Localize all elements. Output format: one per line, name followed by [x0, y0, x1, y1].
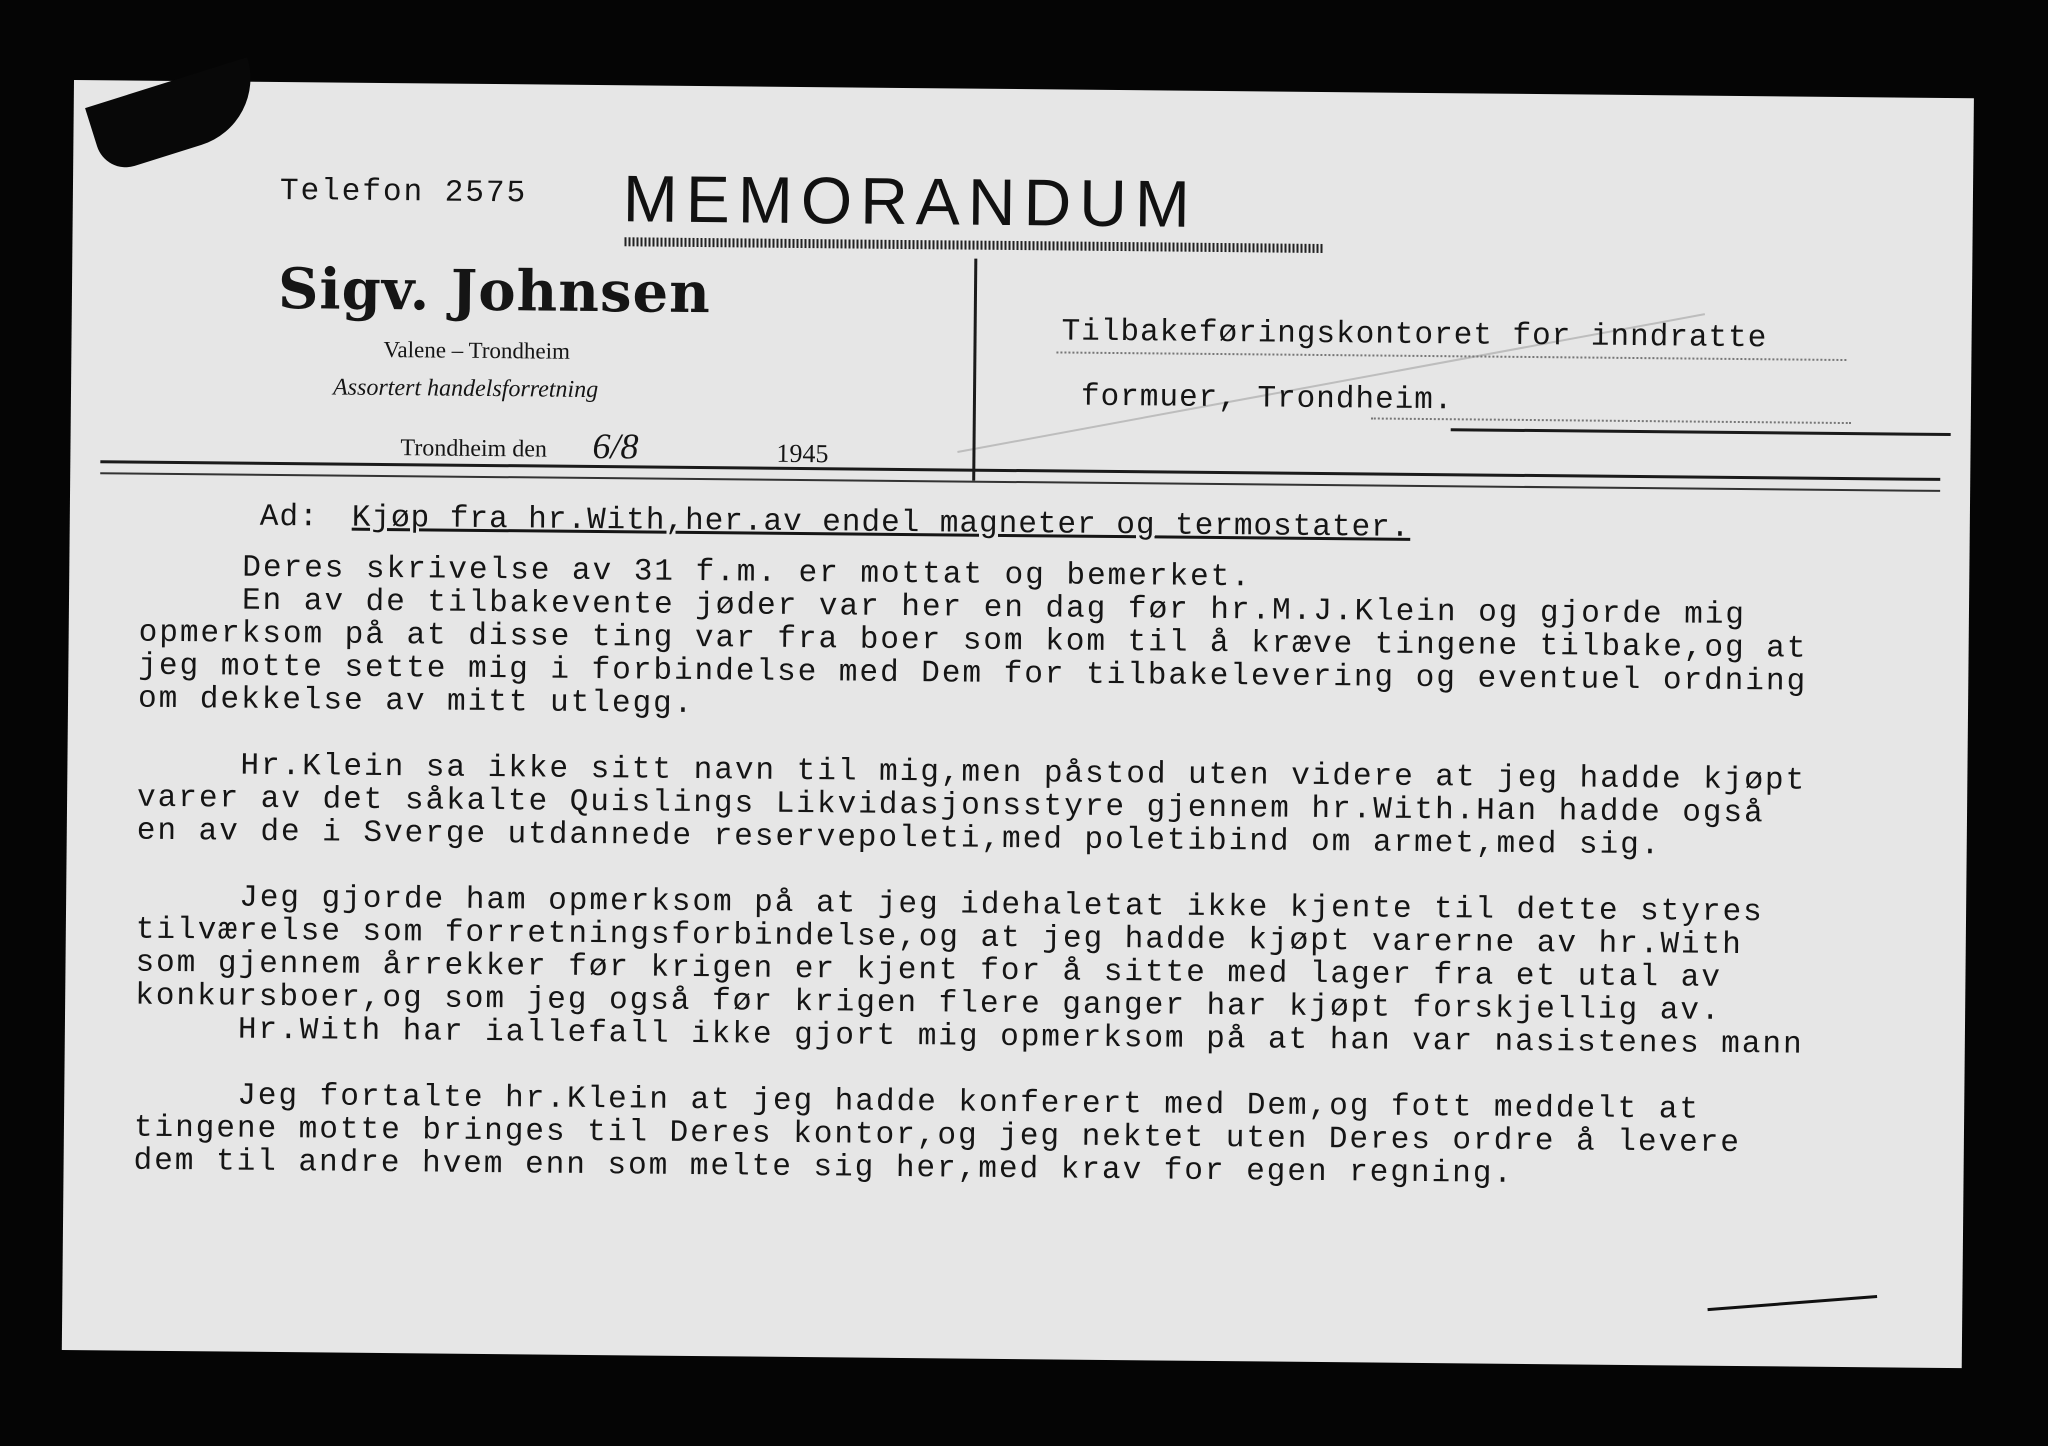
- address-dotted-rule: [1371, 417, 1851, 424]
- body-paragraph: Jeg fortalte hr.Klein at jeg hadde konferert med Dem,og fott meddelt at tingene motte bringes til Deres kontor,og jeg nektet uten Deres ordre å levere dem til andre hvem enn som melte sig her,med krav for egen regning.: [133, 1077, 1742, 1192]
- letter-body: [133, 551, 1808, 1227]
- subject-text: Kjøp fra hr.With,her.av endel magneter og termostater.: [351, 500, 1411, 546]
- firm-name: Sigv. Johnsen: [277, 255, 712, 327]
- firm-trade: Assortert handelsforretning: [332, 374, 599, 404]
- date-value: 6/8: [592, 425, 639, 467]
- ink-smudge: [85, 57, 268, 175]
- telephone-number: Telefon 2575: [279, 173, 528, 212]
- body-paragraph: Deres skrivelse av 31 f.m. er mottat og bemerket. En av de tilbakevente jøder var her en dag før hr.M.J.Klein og gjorde mig opmerksom på at disse ting var fra boer som kom til å kræve tingene tilbake,og at jeg motte sette mig i forbindelse med Dem for tilbakelevering og eventuel ordning om dekkelse av mitt utlegg.: [137, 549, 1808, 722]
- body-paragraph: Hr.Klein sa ikke sitt navn til mig,men påstod uten videre at jeg hadde kjøpt varer av det såkalte Quislings Likvidasjonsstyre gjennem hr.With.Han hadde også en av de i Sverge utdannede reservepoleti,med poletibind om armet,med sig.: [136, 747, 1807, 864]
- signature-stroke: [1707, 1295, 1877, 1311]
- date-prefix: Trondheim den: [400, 435, 548, 463]
- body-paragraph: Jeg gjorde ham opmerksom på at jeg idehaletat ikke kjente til dette styres tilværelse som forretningsforbindelse,og at jeg hadde kjøpt varerne av hr.With som gjennem årrekker før krigen er kjent for å sitte med lager fra et utal av konkursboer,og som jeg også før krigen flere ganger har kjøpt forskjellig av. Hr.With har iallefall ikke gjort mig opmerksom på at han var nasistenes mann: [134, 879, 1804, 1063]
- date-year: 1945: [776, 438, 829, 469]
- address-rule: [1451, 428, 1951, 436]
- addressee-line-1: Tilbakeføringskontoret for inndratte: [1061, 314, 1768, 357]
- subject-label: Ad:: [259, 499, 319, 536]
- firm-place: Valene – Trondheim: [383, 336, 571, 364]
- memorandum-title: MEMORANDUM: [622, 161, 1199, 241]
- memorandum-sheet: [62, 80, 1974, 1368]
- header-rule: [100, 460, 1940, 481]
- addressee-line-2: formuer, Trondheim.: [1080, 379, 1454, 419]
